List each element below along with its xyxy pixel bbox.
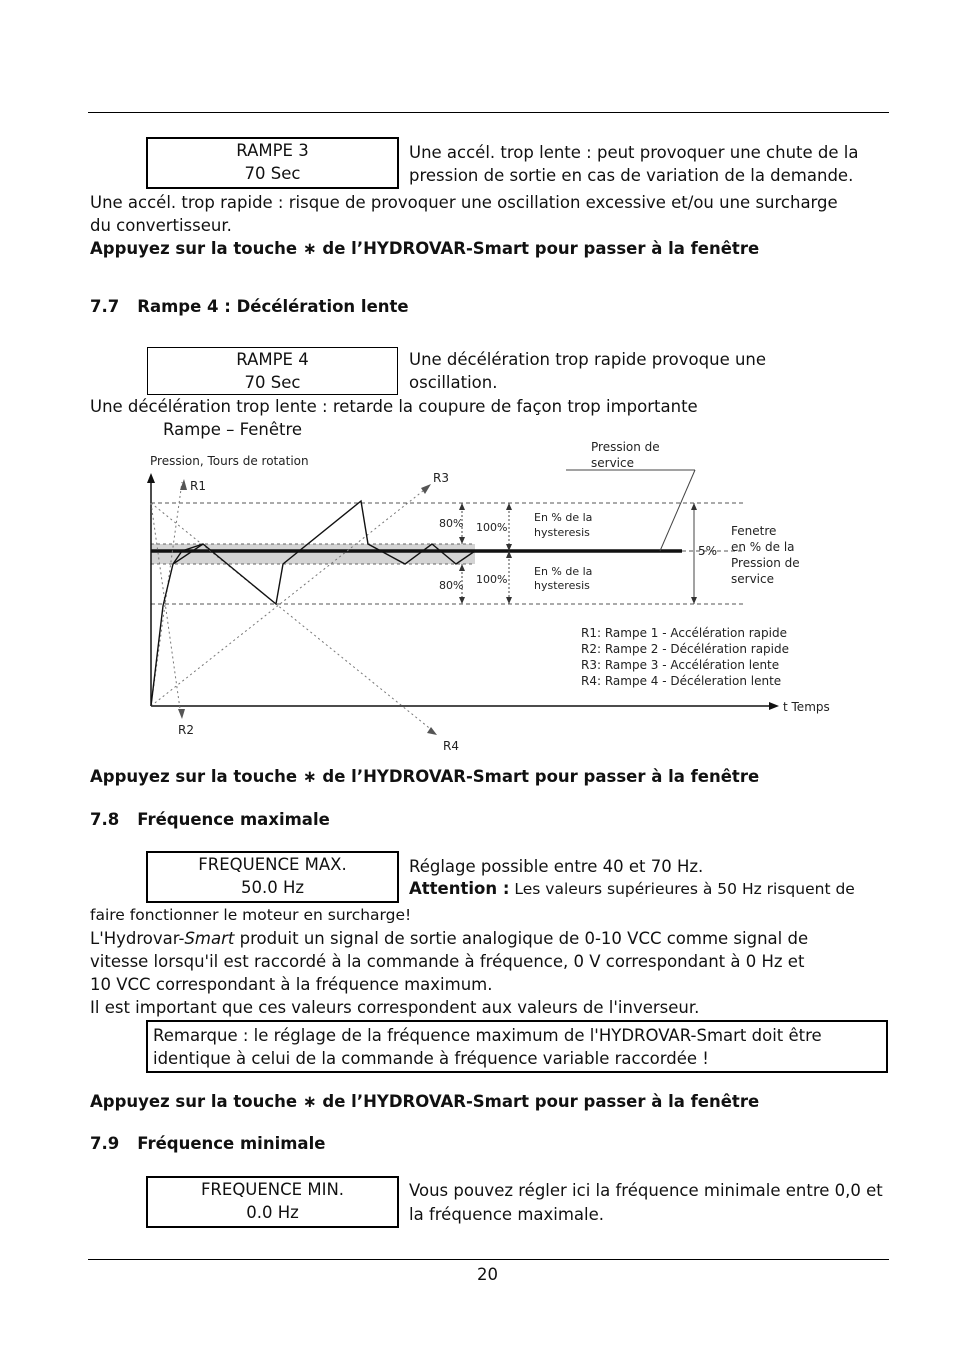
attention-text: Les valeurs supérieures à 50 Hz risquent de (509, 880, 855, 898)
legend-r3: R3: Rampe 3 - Accélération lente (581, 658, 780, 672)
pct5-label: 5% (698, 544, 718, 558)
rampe3-desc-line2: pression de sortie en cas de variation de la demande. (409, 166, 854, 185)
r4-guide (151, 503, 433, 731)
hyst-bottom-2: hysteresis (534, 579, 590, 592)
r4-arrow (427, 727, 437, 735)
y-axis-arrow (147, 473, 155, 483)
section-7-8-title: Fréquence maximale (137, 810, 330, 829)
rampe3-press-next: Appuyez sur la touche ∗ de l’HYDROVAR-Smart pour passer à la fenêtre (90, 239, 760, 258)
hyst-top-1: En % de la (534, 511, 593, 524)
r1-arrow (180, 479, 187, 490)
rampe4-display (147, 347, 398, 395)
pct80-top: 80% (439, 517, 464, 530)
note-line1: Remarque : le réglage de la fréquence maximum de l'HYDROVAR-Smart doit être (153, 1026, 822, 1045)
freq-max-note-box (146, 1020, 888, 1073)
window-label-4: service (731, 572, 774, 586)
legend-r4: R4: Rampe 4 - Décéleration lente (581, 674, 782, 688)
section-7-9-title: Fréquence minimale (137, 1134, 326, 1153)
y-axis-label: Pression, Tours de rotation (150, 454, 309, 468)
footer-rule (88, 1259, 889, 1260)
hyst-bottom-1: En % de la (534, 565, 593, 578)
section-7-8-number: 7.8 (90, 810, 120, 829)
window-label-1: Fenetre (731, 524, 777, 538)
r2-label: R2 (178, 723, 194, 737)
figure-caption: Rampe – Fenêtre (163, 420, 303, 439)
note-line2: identique à celui de la commande à fréquence variable raccordée ! (153, 1049, 709, 1068)
ramp-window-diagram (0, 430, 954, 760)
rampe4-desc-line2: oscillation. (409, 373, 498, 392)
freq-min-display (146, 1176, 399, 1228)
pct100-top: 100% (476, 521, 508, 534)
rampe3-display (146, 137, 399, 189)
freq-max-para-line2 (90, 927, 808, 950)
rampe4-desc-line1: Une décélération trop rapide provoque une (409, 350, 767, 369)
header-rule (88, 112, 889, 113)
section-7-8-heading (90, 808, 330, 831)
r3-label: R3 (433, 471, 449, 485)
para-line2-c: produit un signal de sortie analogique de 0-10 VCC comme signal de (234, 929, 809, 948)
window-label-2: en % de la (731, 540, 795, 554)
rampe4-press-next: Appuyez sur la touche ∗ de l’HYDROVAR-Smart pour passer à la fenêtre (90, 767, 760, 786)
service-pressure-label-1: Pression de (591, 440, 660, 454)
freq-max-para-line5: Il est important que ces valeurs correspondent aux valeurs de l'inverseur. (90, 998, 700, 1017)
section-7-7-number: 7.7 (90, 297, 120, 316)
rampe4-display-line1: RAMPE 4 (236, 350, 309, 369)
freq-max-desc-line1: Réglage possible entre 40 et 70 Hz. (409, 857, 704, 876)
x-axis-arrow (769, 702, 779, 710)
freq-min-display-line1: FREQUENCE MIN. (200, 1180, 345, 1199)
r1-label: R1 (190, 479, 206, 493)
rampe3-desc-line1: Une accél. trop lente : peut provoquer une chute de la (409, 143, 859, 162)
freq-max-para-line4: 10 VCC correspondant à la fréquence maximum. (90, 975, 493, 994)
r3-guide (151, 487, 428, 706)
r3-arrow (421, 484, 431, 494)
freq-max-display (146, 851, 399, 903)
freq-max-display-line1: FREQUENCE MAX. (198, 855, 347, 874)
section-7-9-number: 7.9 (90, 1134, 120, 1153)
rampe4-display-line2: 70 Sec (244, 373, 301, 392)
section-7-7-heading (90, 295, 409, 318)
hyst-top-2: hysteresis (534, 526, 590, 539)
freq-min-desc-line2: la fréquence maximale. (409, 1205, 605, 1224)
rampe4-para-line1: Une décélération trop lente : retarde la coupure de façon trop importante (90, 397, 698, 416)
x-axis-label: t Temps (783, 700, 830, 714)
rampe3-display-line2: 70 Sec (244, 164, 301, 183)
legend-r1: R1: Rampe 1 - Accélération rapide (581, 626, 787, 640)
freq-min-desc-line1: Vous pouvez régler ici la fréquence minimale entre 0,0 et (409, 1181, 883, 1200)
service-pressure-leader (660, 470, 695, 551)
r2-guide (151, 503, 181, 716)
freq-max-para-line1: faire fonctionner le moteur en surcharge! (90, 906, 412, 924)
rampe3-display-line1: RAMPE 3 (236, 141, 309, 160)
page-number: 20 (477, 1265, 498, 1284)
rampe3-para-line2: du convertisseur. (90, 216, 232, 235)
rampe3-para-line1: Une accél. trop rapide : risque de provoquer une oscillation excessive et/ou une surcharge (90, 193, 838, 212)
r4-label: R4 (443, 739, 459, 753)
pct100-bottom: 100% (476, 573, 508, 586)
pct80-bottom: 80% (439, 579, 464, 592)
section-7-7-title: Rampe 4 : Décélération lente (137, 297, 409, 316)
freq-min-display-line2: 0.0 Hz (246, 1203, 299, 1222)
freq-max-para-line3: vitesse lorsqu'il est raccordé à la commande à fréquence, 0 V correspondant à 0 Hz et (90, 952, 805, 971)
para-line2-a: L'Hydrovar- (90, 929, 185, 948)
attention-label: Attention : (409, 879, 510, 898)
window-label-3: Pression de (731, 556, 800, 570)
service-pressure-label-2: service (591, 456, 634, 470)
legend-r2: R2: Rampe 2 - Décélération rapide (581, 642, 790, 656)
r2-arrow (178, 709, 185, 719)
freq-max-display-line2: 50.0 Hz (240, 878, 305, 897)
freq-max-attention (409, 877, 855, 901)
section-7-9-heading (90, 1132, 325, 1155)
para-line2-smart: Smart (184, 929, 235, 948)
freq-max-press-next: Appuyez sur la touche ∗ de l’HYDROVAR-Smart pour passer à la fenêtre (90, 1092, 760, 1111)
